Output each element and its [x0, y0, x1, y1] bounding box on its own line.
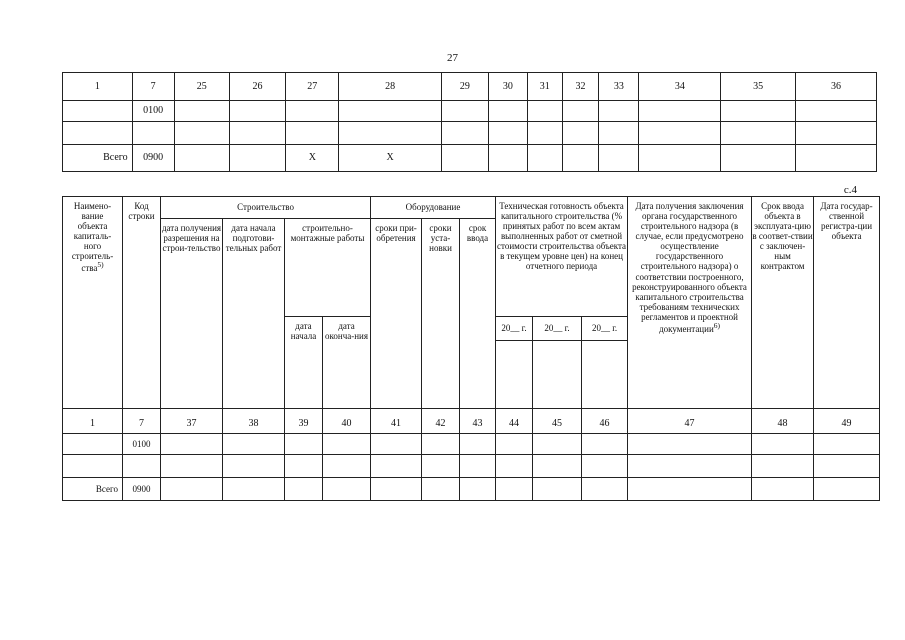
data-cell[interactable] [533, 478, 582, 501]
section-label: с.4 [843, 184, 857, 196]
row-code: 0100 [132, 101, 174, 122]
col-number: 33 [599, 73, 639, 101]
col-number: 40 [323, 409, 371, 434]
data-cell[interactable] [496, 478, 533, 501]
data-cell[interactable] [371, 434, 422, 455]
col-number: 25 [174, 73, 229, 101]
col-number: 1 [63, 409, 123, 434]
data-cell[interactable] [639, 101, 721, 122]
col-number: 42 [422, 409, 460, 434]
data-cell[interactable] [441, 145, 488, 172]
data-cell[interactable] [422, 434, 460, 455]
conclusion-header [628, 197, 752, 409]
col-number: 35 [721, 73, 796, 101]
data-cell[interactable] [161, 455, 223, 478]
year-header: 20__ г. [496, 317, 533, 341]
data-cell[interactable] [562, 101, 599, 122]
total-label: Всего [63, 478, 123, 501]
header-row-1 [63, 197, 880, 219]
data-cell[interactable] [371, 478, 422, 501]
total-code: 0900 [132, 145, 174, 172]
year-header: 20__ г. [582, 317, 628, 341]
name-cell[interactable] [63, 455, 123, 478]
data-cell[interactable] [628, 455, 752, 478]
data-cell[interactable] [628, 434, 752, 455]
data-cell[interactable] [488, 101, 527, 122]
year-subcell [582, 341, 628, 409]
column-number-row [63, 409, 880, 434]
footnote-5: 5) [97, 260, 104, 270]
x-mark: X [286, 145, 339, 172]
conclusion-text: Дата получения заключения органа государственного строительного надзора (в случае, если предусмотрено осуществление государственного строительного надзора) о соответствии построенного, реконструированного объекта капитального строительства требованиям технических регламентов и проектной документации [632, 201, 747, 334]
data-cell[interactable] [639, 145, 721, 172]
acquisition-terms-header: сроки при-обретения [371, 219, 422, 409]
total-code: 0900 [123, 478, 161, 501]
end-date-header: дата оконча-ния [323, 317, 371, 409]
equipment-header: Оборудование [371, 197, 496, 219]
col-number: 41 [371, 409, 422, 434]
data-cell[interactable] [562, 122, 599, 145]
page-number: 27 [447, 52, 458, 64]
data-cell[interactable] [422, 455, 460, 478]
col-number: 28 [339, 73, 441, 101]
data-cell[interactable] [721, 145, 796, 172]
object-name-text: Наимено- вание объекта капиталь- ного строитель- ства [71, 201, 114, 274]
install-works-header: строительно-монтажные работы [285, 219, 371, 317]
data-cell[interactable] [599, 122, 639, 145]
year-subcell [496, 341, 533, 409]
total-row [63, 478, 880, 501]
data-cell[interactable] [460, 455, 496, 478]
commissioning-term-header: срок ввода [460, 219, 496, 409]
data-cell[interactable] [460, 478, 496, 501]
col-number: 43 [460, 409, 496, 434]
data-cell[interactable] [639, 122, 721, 145]
data-cell[interactable] [285, 434, 323, 455]
object-name-header [63, 197, 123, 409]
year-header: 20__ г. [533, 317, 582, 341]
start-date-header: дата начала [285, 317, 323, 409]
data-cell[interactable] [285, 478, 323, 501]
data-cell[interactable] [371, 455, 422, 478]
col-number: 44 [496, 409, 533, 434]
col-number: 36 [796, 73, 877, 101]
data-cell[interactable] [488, 122, 527, 145]
data-cell[interactable] [441, 122, 488, 145]
col-number: 27 [286, 73, 339, 101]
data-cell[interactable] [229, 101, 285, 122]
data-cell[interactable] [339, 101, 441, 122]
total-row [63, 145, 877, 172]
construction-header: Строительство [161, 197, 371, 219]
construction-table [62, 196, 880, 501]
col-number: 1 [63, 73, 133, 101]
data-cell[interactable] [161, 434, 223, 455]
col-number: 26 [229, 73, 285, 101]
col-number: 37 [161, 409, 223, 434]
data-cell[interactable] [286, 101, 339, 122]
col-number: 48 [752, 409, 814, 434]
data-cell[interactable] [582, 434, 628, 455]
registration-date-header: Дата государ-ственной регистра-ции объекта [814, 197, 880, 409]
data-cell[interactable] [814, 478, 880, 501]
data-cell[interactable] [229, 145, 285, 172]
col-number: 32 [562, 73, 599, 101]
data-cell[interactable] [562, 145, 599, 172]
data-cell[interactable] [582, 455, 628, 478]
data-cell[interactable] [223, 434, 285, 455]
col-number: 47 [628, 409, 752, 434]
readiness-header: Техническая готовность объекта капитального строительства (% принятых работ по всем актам выполненных работ от сметной стоимости строительства объекта в текущем уровне цен) на конец отчетного периода [496, 197, 628, 317]
data-cell[interactable] [527, 122, 562, 145]
data-cell[interactable] [496, 455, 533, 478]
data-cell[interactable] [721, 122, 796, 145]
data-cell[interactable] [496, 434, 533, 455]
continuation-table [62, 72, 877, 172]
data-cell[interactable] [422, 478, 460, 501]
data-cell[interactable] [161, 478, 223, 501]
col-number: 38 [223, 409, 285, 434]
permit-date-header: дата получения разрешения на строи-тельство [161, 219, 223, 409]
data-cell[interactable] [533, 434, 582, 455]
data-cell[interactable] [488, 145, 527, 172]
row-code-header: Код строки [123, 197, 161, 409]
data-cell[interactable] [527, 145, 562, 172]
year-subcell [533, 341, 582, 409]
data-cell[interactable] [323, 478, 371, 501]
data-cell[interactable] [582, 478, 628, 501]
col-number: 29 [441, 73, 488, 101]
footnote-6: 6) [713, 320, 721, 330]
row-code: 0100 [123, 434, 161, 455]
data-cell[interactable] [286, 122, 339, 145]
col-number: 7 [123, 409, 161, 434]
table-row [63, 101, 877, 122]
data-cell[interactable] [814, 455, 880, 478]
table-row [63, 122, 877, 145]
data-cell[interactable] [460, 434, 496, 455]
data-cell[interactable] [796, 101, 877, 122]
data-cell[interactable] [174, 101, 229, 122]
code-cell[interactable] [123, 455, 161, 478]
col-number: 30 [488, 73, 527, 101]
data-cell[interactable] [796, 145, 877, 172]
table-row [63, 434, 880, 455]
name-cell[interactable] [63, 122, 133, 145]
data-cell[interactable] [599, 101, 639, 122]
data-cell[interactable] [721, 101, 796, 122]
name-cell[interactable] [63, 101, 133, 122]
operation-term-header: Срок ввода объекта в эксплуата-цию в соответ-ствии с заключен-ным контрактом [752, 197, 814, 409]
data-cell[interactable] [752, 434, 814, 455]
data-cell[interactable] [174, 145, 229, 172]
data-cell[interactable] [527, 101, 562, 122]
col-number: 45 [533, 409, 582, 434]
x-mark: X [339, 145, 441, 172]
data-cell[interactable] [339, 122, 441, 145]
col-number: 49 [814, 409, 880, 434]
data-cell[interactable] [285, 455, 323, 478]
code-cell[interactable] [132, 122, 174, 145]
data-cell[interactable] [323, 434, 371, 455]
data-cell[interactable] [229, 122, 285, 145]
col-number: 7 [132, 73, 174, 101]
col-number: 31 [527, 73, 562, 101]
data-cell[interactable] [223, 478, 285, 501]
table-row [63, 455, 880, 478]
data-cell[interactable] [752, 455, 814, 478]
data-cell[interactable] [599, 145, 639, 172]
name-cell[interactable] [63, 434, 123, 455]
data-cell[interactable] [628, 478, 752, 501]
column-number-row [63, 73, 877, 101]
col-number: 39 [285, 409, 323, 434]
data-cell[interactable] [174, 122, 229, 145]
data-cell[interactable] [796, 122, 877, 145]
data-cell[interactable] [814, 434, 880, 455]
col-number: 34 [639, 73, 721, 101]
col-number: 46 [582, 409, 628, 434]
data-cell[interactable] [752, 478, 814, 501]
total-label: Всего [63, 145, 133, 172]
data-cell[interactable] [533, 455, 582, 478]
installation-terms-header: сроки уста-новки [422, 219, 460, 409]
data-cell[interactable] [223, 455, 285, 478]
data-cell[interactable] [441, 101, 488, 122]
data-cell[interactable] [323, 455, 371, 478]
prep-start-header: дата начала подготови-тельных работ [223, 219, 285, 409]
